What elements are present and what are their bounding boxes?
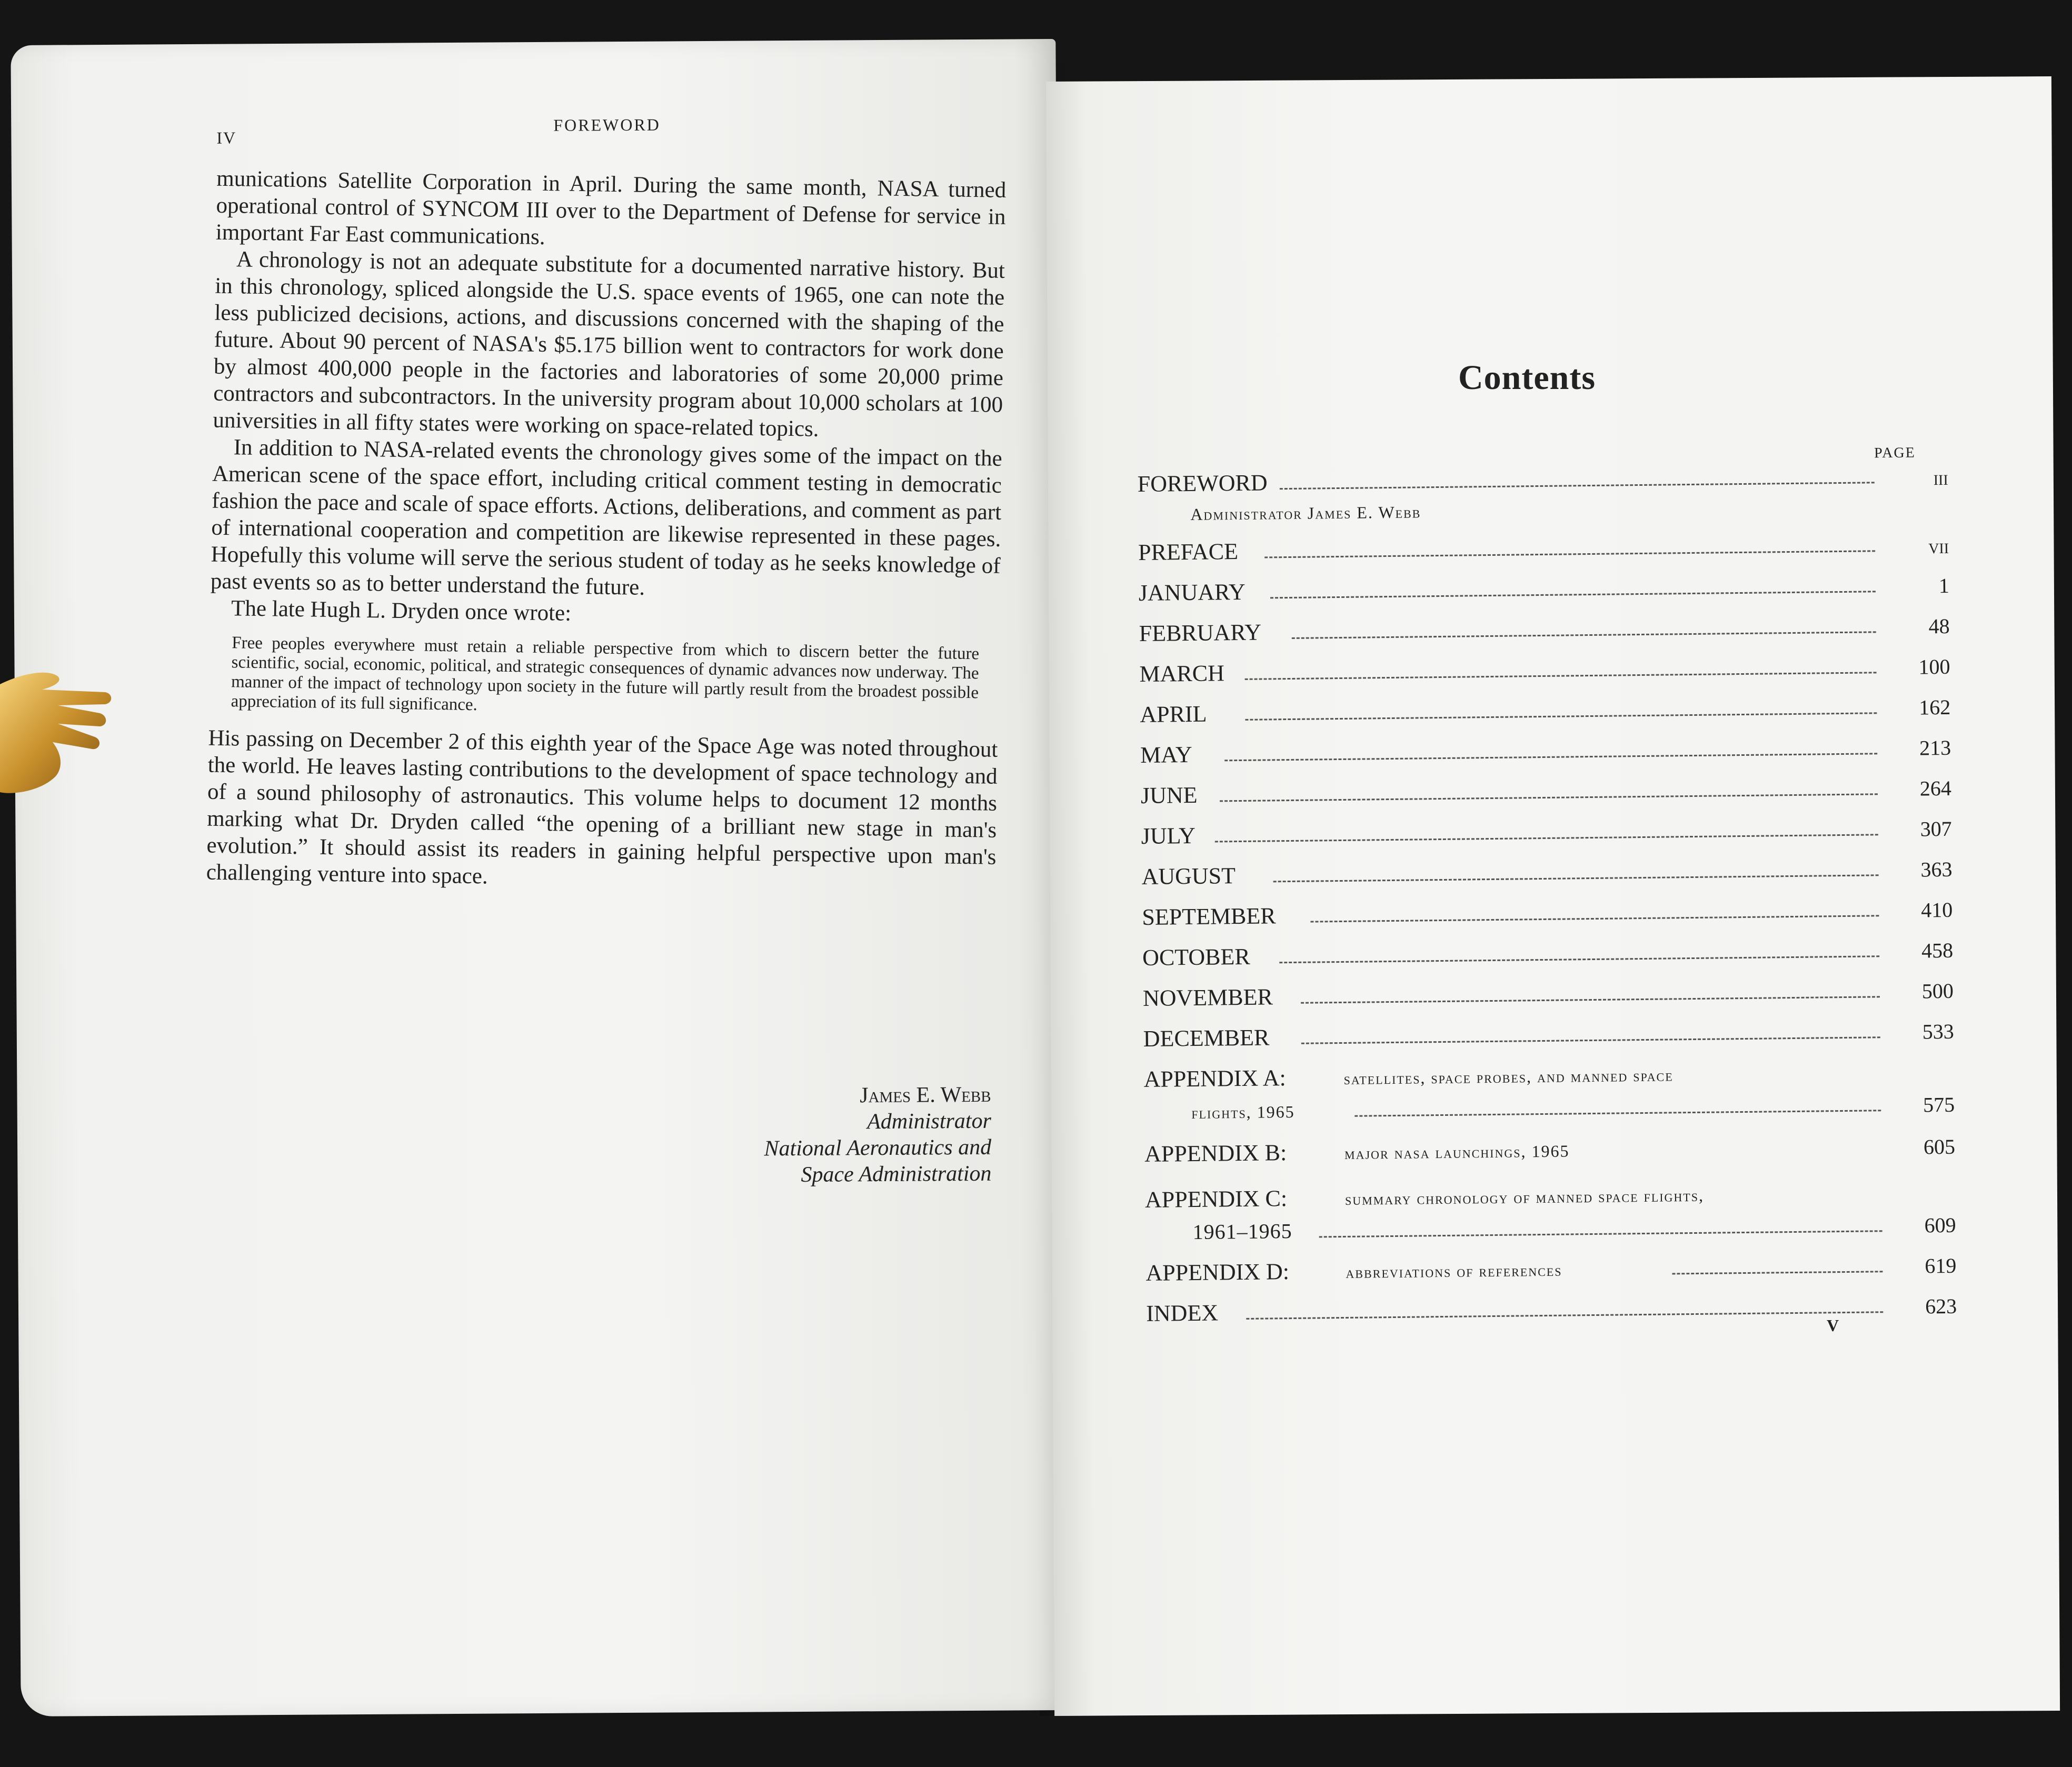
toc-page: 1 [1938, 573, 1950, 598]
toc-label: JUNE [1140, 782, 1198, 808]
paragraph: In addition to NASA-related events the chronology gives some of the impact on the American scene of the space effort, including critical comment testing in democratic fashion the pace and scale of space efforts. Actions, deliberations, and comment as part of international cooperation and competition are likewise represented in these pages. Hopefully this volume will serve the serious student of today as he seeks knowledge of past events so as to better understand the future. [210, 435, 1002, 600]
paragraph: munications Satellite Corporation in April. During the same month, NASA turned operational control of SYNCOM III over to the Department of Defense for service in important Far East communications. [215, 166, 1007, 249]
foreword-subline: Administrator James E. Webb [1190, 502, 1421, 524]
leader-dots [1310, 915, 1879, 922]
signature-block [680, 1082, 991, 1189]
toc-page: 410 [1921, 897, 1953, 922]
toc-page: 623 [1925, 1294, 1957, 1319]
appendix-description: summary chronology of manned space flights, [1344, 1185, 1705, 1209]
toc-page: VII [1928, 540, 1949, 557]
page-column-label: PAGE [1874, 444, 1916, 462]
toc-page: 458 [1921, 938, 1954, 963]
leader-dots [1224, 753, 1877, 761]
leader-dots [1301, 1036, 1880, 1044]
paragraph: A chronology is not an adequate substitute for a documented narrative history. But in this chronology, spliced alongside the U.S. space events of 1965, one can note the less publicized decisions, actions, and discussions concerned with the shaping of the future. About 90 percent of NASA's $5.175 billion went to contractors for work done by almost 400,000 people in the factories and laboratories of some 20,000 prime contractors and subcontractors. In the university program about 10,000 scholars at 100 universities in all fifty states were working on space-related topics. [213, 247, 1005, 442]
appendix-description: satellites, space probes, and manned space [1343, 1065, 1673, 1088]
signature-org-line2: Space Administration [801, 1161, 992, 1187]
appendix-description: major nasa launchings, 1965 [1344, 1141, 1570, 1163]
paragraph: The late Hugh L. Dryden once wrote: [231, 596, 572, 626]
appendix-description: abbreviations of references [1346, 1260, 1562, 1282]
toc-label: JANUARY [1138, 578, 1246, 606]
leader-dots [1273, 874, 1879, 882]
leader-dots [1280, 482, 1875, 490]
toc-label: PREFACE [1138, 538, 1239, 565]
leader-dots [1301, 996, 1880, 1004]
toc-label: MARCH [1139, 660, 1225, 687]
leader-dots [1270, 591, 1876, 598]
dryden-quote: Free peoples everywhere must retain a reliable perspective from which to discern better the future scientific, social, economic, political, and strategic consequences of dynamic advances now underway. The manner of the impact of technology upon society in the future will partly result from the broadest possible appreciation of its full significance. [231, 633, 980, 715]
signature-title: Administrator [867, 1109, 991, 1134]
toc-label: APPENDIX A: [1143, 1065, 1286, 1092]
left-page-number: IV [216, 128, 237, 147]
toc-label: DECEMBER [1143, 1024, 1270, 1052]
toc-label: AUGUST [1141, 863, 1236, 890]
toc-label: INDEX [1145, 1300, 1219, 1326]
toc-label: FEBRUARY [1139, 619, 1262, 646]
leader-dots [1672, 1271, 1882, 1274]
running-head: FOREWORD [553, 115, 661, 135]
brass-hand-clip-icon [0, 663, 116, 811]
toc-label: OCTOBER [1142, 943, 1250, 971]
toc-page: 605 [1923, 1134, 1956, 1159]
toc-page: 619 [1925, 1253, 1957, 1278]
leader-dots [1245, 672, 1877, 680]
toc-page: III [1933, 472, 1948, 489]
toc-label: FOREWORD [1137, 470, 1268, 497]
right-page-number: V [1827, 1316, 1839, 1335]
leader-dots [1279, 955, 1879, 963]
contents-title: Contents [1458, 358, 1596, 397]
signature-org-line1: National Aeronautics and [764, 1135, 992, 1161]
leader-dots [1220, 793, 1878, 802]
toc-page: 162 [1919, 695, 1951, 720]
appendix-description-cont: flights, 1965 [1191, 1102, 1295, 1122]
signature-name: James E. Webb [860, 1082, 991, 1108]
toc-page: 500 [1921, 979, 1954, 1003]
leader-dots [1215, 834, 1878, 842]
left-page-header [216, 113, 1017, 149]
toc-label: SEPTEMBER [1142, 903, 1276, 930]
leader-dots [1245, 712, 1877, 721]
leader-dots [1354, 1110, 1881, 1116]
toc-label: NOVEMBER [1142, 984, 1273, 1011]
toc-page: 264 [1919, 776, 1952, 801]
toc-page: 213 [1919, 735, 1951, 760]
leader-dots [1264, 550, 1875, 558]
toc-page: 363 [1920, 857, 1953, 882]
toc-page: 307 [1920, 816, 1952, 841]
leader-dots [1292, 631, 1876, 639]
toc-label: MAY [1140, 741, 1193, 768]
right-page [1046, 76, 2060, 1716]
paragraph: His passing on December 2 of this eighth year of the Space Age was noted throughout the world. He leaves lasting contributions to the development of space technology and of a sound philosophy of astronautics. This volume helps to document 12 months marking what Dr. Dryden called “the opening of a brilliant new stage in man's evolution.” It should assist its readers in gaining helpful perspective upon man's challenging venture into space. [206, 725, 998, 889]
toc-label: JULY [1141, 822, 1196, 849]
appendix-description-cont: 1961–1965 [1192, 1219, 1292, 1244]
toc-label: APPENDIX D: [1145, 1259, 1290, 1286]
foreword-body [206, 165, 1006, 897]
toc-label: APPENDIX B: [1144, 1140, 1287, 1167]
leader-dots [1319, 1230, 1882, 1237]
toc-page: 533 [1922, 1019, 1954, 1044]
toc-label: APPENDIX C: [1144, 1185, 1288, 1213]
toc-page: 575 [1922, 1092, 1955, 1117]
toc-label: APRIL [1140, 701, 1207, 727]
leader-dots [1246, 1311, 1883, 1320]
toc-page: 48 [1928, 614, 1950, 638]
left-page [11, 39, 1065, 1716]
toc-page: 609 [1924, 1213, 1956, 1237]
toc-page: 100 [1918, 654, 1950, 679]
